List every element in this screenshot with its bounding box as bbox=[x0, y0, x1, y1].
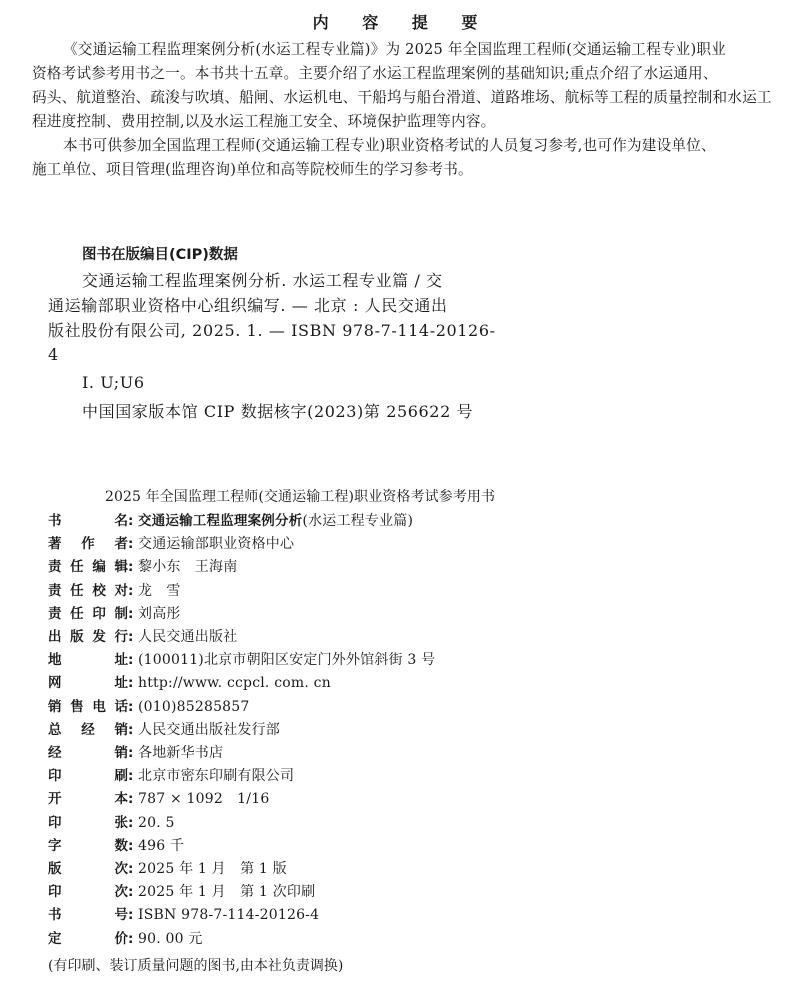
label-char: 校 bbox=[92, 582, 106, 599]
info-label bbox=[48, 625, 128, 645]
label-char: 印 bbox=[48, 768, 62, 785]
label-char: 者 bbox=[114, 536, 128, 553]
label-char: 出 bbox=[48, 629, 62, 645]
info-row bbox=[48, 787, 269, 809]
label-char: 总 bbox=[48, 721, 62, 738]
info-label bbox=[48, 695, 128, 715]
info-value: (010)85285857 bbox=[138, 698, 250, 715]
info-value: 龙 雪 bbox=[138, 582, 181, 599]
label-char: 著 bbox=[48, 536, 62, 553]
label-separator: : bbox=[128, 837, 134, 854]
info-value: 496 千 bbox=[138, 837, 185, 854]
info-value: http://www. ccpcl. com. cn bbox=[138, 675, 331, 692]
label-char: 书 bbox=[48, 907, 62, 924]
label-separator: : bbox=[128, 675, 134, 692]
label-char: 责 bbox=[48, 582, 62, 599]
label-separator: : bbox=[128, 582, 134, 599]
label-separator: : bbox=[128, 814, 134, 831]
label-separator: : bbox=[128, 513, 134, 529]
label-char: 刷 bbox=[114, 768, 128, 785]
summary-line: 资格考试参考用书之一。本书共十五章。主要介绍了水运工程监理案例的基础知识;重点介绍了水运通用、 bbox=[32, 65, 718, 82]
label-char: 号 bbox=[114, 907, 128, 924]
label-char: 价 bbox=[114, 930, 128, 947]
label-char: 字 bbox=[48, 837, 62, 854]
label-char: 编 bbox=[92, 559, 106, 576]
label-char: 书 bbox=[48, 513, 62, 529]
info-value: (100011)北京市朝阳区安定门外外馆斜街 3 号 bbox=[138, 652, 436, 669]
info-row bbox=[48, 625, 237, 647]
label-char: 开 bbox=[48, 791, 62, 808]
summary-title: 内 容 提 要 bbox=[312, 13, 492, 32]
label-char: 张 bbox=[114, 814, 128, 831]
info-value: 各地新华书店 bbox=[138, 745, 224, 761]
info-row bbox=[48, 509, 413, 531]
info-value-bold: 交通运输工程监理案例分析 bbox=[138, 513, 303, 529]
info-label bbox=[48, 787, 128, 807]
label-separator: : bbox=[128, 605, 134, 622]
label-char: 销 bbox=[114, 721, 128, 738]
label-separator: : bbox=[128, 768, 134, 785]
info-label bbox=[48, 671, 128, 691]
label-char: 经 bbox=[81, 721, 95, 738]
info-row bbox=[48, 834, 184, 856]
footnote: (有印刷、装订质量问题的图书,由本社负责调换) bbox=[48, 958, 344, 974]
info-label bbox=[48, 509, 128, 529]
info-value: 2025 年 1 月 第 1 次印刷 bbox=[138, 884, 316, 901]
label-char: 作 bbox=[81, 536, 95, 553]
cip-classification: Ⅰ. U;U6 bbox=[82, 373, 145, 392]
label-char: 印 bbox=[92, 605, 106, 622]
info-row bbox=[48, 579, 181, 601]
label-char: 版 bbox=[48, 861, 62, 877]
info-row bbox=[48, 532, 294, 554]
info-label bbox=[48, 880, 128, 900]
label-separator: : bbox=[128, 559, 134, 576]
info-label bbox=[48, 602, 128, 622]
info-label bbox=[48, 764, 128, 784]
label-separator: : bbox=[128, 721, 134, 738]
label-char: 电 bbox=[92, 698, 106, 715]
label-char: 销 bbox=[48, 698, 62, 715]
label-separator: : bbox=[128, 861, 134, 877]
info-label bbox=[48, 648, 128, 668]
info-row bbox=[48, 880, 315, 902]
series-title: 2025 年全国监理工程师(交通运输工程)职业资格考试参考用书 bbox=[105, 489, 496, 505]
info-label bbox=[48, 903, 128, 923]
summary-line: 程进度控制、费用控制,以及水运工程施工安全、环境保护监理等内容。 bbox=[32, 113, 496, 130]
info-label bbox=[48, 927, 128, 947]
label-char: 行 bbox=[114, 629, 128, 645]
label-char: 数 bbox=[114, 837, 128, 854]
info-row bbox=[48, 671, 331, 693]
info-row bbox=[48, 811, 175, 833]
label-char: 任 bbox=[70, 582, 84, 599]
summary-line: 本书可供参加全国监理工程师(交通运输工程专业)职业资格考试的人员复习参考,也可作为建设单位、 bbox=[63, 137, 716, 154]
info-value: 人民交通出版社 bbox=[138, 629, 238, 645]
info-label bbox=[48, 811, 128, 831]
label-char: 名 bbox=[114, 513, 128, 529]
label-char: 次 bbox=[114, 884, 128, 901]
label-char: 网 bbox=[48, 675, 62, 692]
info-row bbox=[48, 857, 287, 879]
label-char: 任 bbox=[70, 605, 84, 622]
label-char: 对 bbox=[114, 582, 128, 599]
info-value: 交通运输部职业资格中心 bbox=[138, 536, 295, 553]
info-row bbox=[48, 718, 280, 740]
label-char: 话 bbox=[114, 698, 128, 715]
info-label bbox=[48, 741, 128, 761]
info-label bbox=[48, 555, 128, 575]
cip-line: 4 bbox=[48, 345, 59, 364]
label-char: 责 bbox=[48, 605, 62, 622]
label-char: 制 bbox=[114, 605, 128, 622]
label-char: 版 bbox=[70, 629, 84, 645]
info-value: 北京市密东印刷有限公司 bbox=[138, 768, 295, 785]
label-char: 经 bbox=[48, 745, 62, 761]
summary-line: 施工单位、项目管理(监理咨询)单位和高等院校师生的学习参考书。 bbox=[32, 161, 473, 178]
info-value: 20. 5 bbox=[138, 814, 175, 831]
info-row bbox=[48, 741, 223, 763]
cip-line: 版社股份有限公司, 2025. 1. — ISBN 978-7-114-20126- bbox=[48, 321, 496, 340]
info-row bbox=[48, 764, 294, 786]
label-char: 地 bbox=[48, 652, 62, 669]
info-row bbox=[48, 903, 319, 925]
label-char: 责 bbox=[48, 559, 62, 576]
info-value: 90. 00 元 bbox=[138, 930, 203, 947]
info-value: ISBN 978-7-114-20126-4 bbox=[138, 907, 320, 924]
label-char: 发 bbox=[92, 629, 106, 645]
info-value: 黎小东 王海南 bbox=[138, 559, 238, 576]
summary-line: 《交通运输工程监理案例分析(水运工程专业篇)》为 2025 年全国监理工程师(交通运输工程专业)职业 bbox=[63, 41, 726, 58]
label-char: 次 bbox=[114, 861, 128, 877]
info-row bbox=[48, 695, 250, 717]
info-value: 2025 年 1 月 第 1 版 bbox=[138, 861, 287, 877]
cip-approval-number: 中国国家版本馆 CIP 数据核字(2023)第 256622 号 bbox=[82, 402, 474, 421]
label-separator: : bbox=[128, 791, 134, 808]
info-label bbox=[48, 857, 128, 877]
label-separator: : bbox=[128, 698, 134, 715]
label-char: 定 bbox=[48, 930, 62, 947]
label-separator: : bbox=[128, 884, 134, 901]
label-char: 售 bbox=[70, 698, 84, 715]
label-char: 任 bbox=[70, 559, 84, 576]
info-value: (水运工程专业篇) bbox=[302, 513, 414, 529]
label-separator: : bbox=[128, 652, 134, 669]
cip-heading: 图书在版编目(CIP)数据 bbox=[82, 247, 238, 263]
info-value: 刘高彤 bbox=[138, 605, 181, 622]
info-row bbox=[48, 555, 237, 577]
info-label bbox=[48, 579, 128, 599]
label-separator: : bbox=[128, 536, 134, 553]
cip-line: 通运输部职业资格中心组织编写. — 北京 : 人民交通出 bbox=[48, 296, 448, 315]
label-separator: : bbox=[128, 745, 134, 761]
label-separator: : bbox=[128, 930, 134, 947]
label-char: 址 bbox=[114, 652, 128, 669]
label-char: 辑 bbox=[114, 559, 128, 576]
label-char: 址 bbox=[114, 675, 128, 692]
label-separator: : bbox=[128, 629, 134, 645]
info-value: 787 × 1092 1/16 bbox=[138, 791, 270, 808]
info-row bbox=[48, 602, 181, 624]
label-separator: : bbox=[128, 907, 134, 924]
info-row bbox=[48, 927, 203, 949]
info-row bbox=[48, 648, 435, 670]
label-char: 印 bbox=[48, 884, 62, 901]
info-label bbox=[48, 718, 128, 738]
info-value: 人民交通出版社发行部 bbox=[138, 721, 280, 738]
label-char: 本 bbox=[114, 791, 128, 808]
label-char: 销 bbox=[114, 745, 128, 761]
summary-line: 码头、航道整治、疏浚与吹填、船闸、水运机电、干船坞与船台滑道、道路堆场、航标等工程的质量控制和水运工 bbox=[32, 89, 772, 106]
label-char: 印 bbox=[48, 814, 62, 831]
info-label bbox=[48, 532, 128, 552]
cip-line: 交通运输工程监理案例分析. 水运工程专业篇 / 交 bbox=[82, 271, 443, 290]
info-label bbox=[48, 834, 128, 854]
